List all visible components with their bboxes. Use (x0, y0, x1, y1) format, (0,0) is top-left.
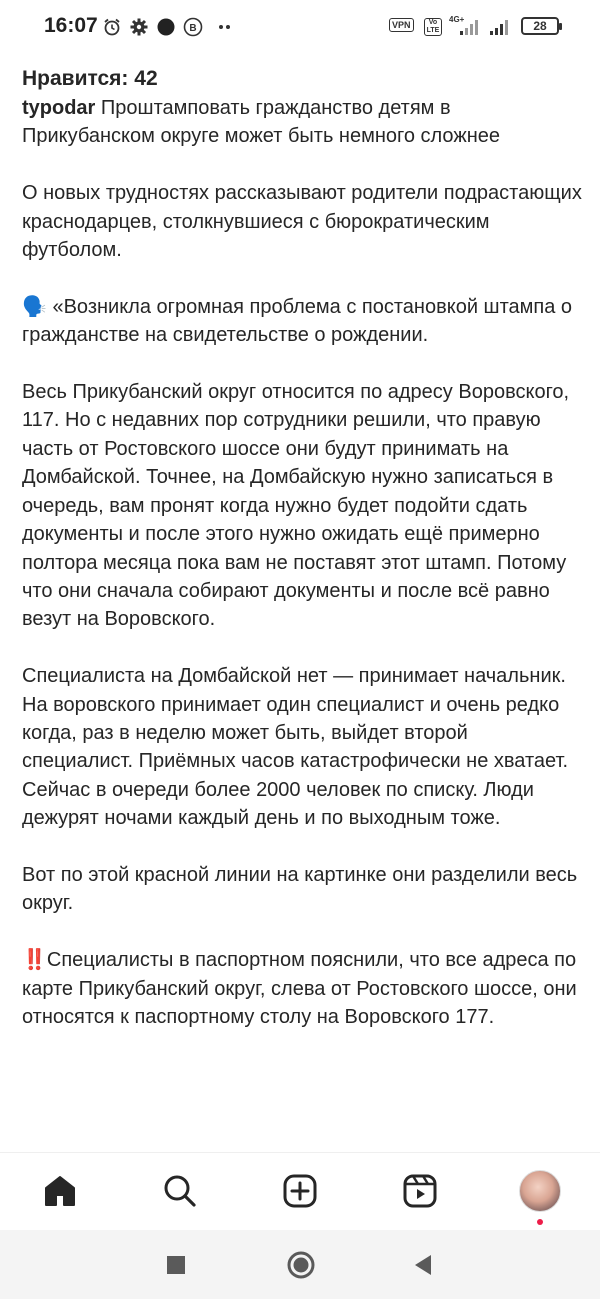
home-icon (42, 1173, 78, 1209)
likes-count[interactable]: Нравится: 42 (22, 67, 158, 90)
back-button[interactable] (412, 1250, 434, 1280)
nav-create[interactable] (280, 1171, 320, 1211)
status-bar (0, 0, 600, 52)
gear-icon (129, 17, 149, 37)
profile-avatar[interactable] (519, 1170, 561, 1212)
profile-notification-dot (537, 1219, 543, 1225)
status-time: 16:07 (44, 14, 98, 37)
home-button[interactable] (286, 1250, 316, 1280)
post-caption (22, 94, 582, 1031)
network-type: 4G+ (449, 15, 465, 24)
nav-reels[interactable] (400, 1171, 440, 1211)
battery-indicator: 28 (521, 17, 559, 35)
svg-text:B: B (189, 23, 197, 34)
reels-icon (402, 1173, 438, 1209)
nav-home[interactable] (40, 1171, 80, 1211)
caption-text: Проштамповать гражданство детям в Прикубанском округе может быть немного сложнее О новых трудностях рассказывают родители подрастающих краснодарцев, столкнувшиеся с бюрократическим футболом. 🗣️ «Возникла огромная проблема с постановкой штампа о гражданстве на свидетельстве о рождении. Весь Прикубанский округ относится по адресу Воровского, 117. Но с недавних пор сотрудники решили, что правую часть от Ростовского шоссе они будут принимать на Домбайской. Точнее, на Домбайскую нужно записаться в очередь, вам пронят когда нужно будет подойти сдать документы и после этого нужно ожидать ещё примерно полтора месяца пока вам не поставят этот штамп. Потому что они сначала собирают документы и после всё равно везут на Воровского. Специалиста на Домбайской нет — принимает начальник. На воровского принимает один специалист и очень редко когда, раз в неделю может быть, выйдет второй специалист. Приёмных часов катастрофически не хватает. Сейчас в очереди более 2000 человек по списку. Люди дежурят ночами каждый день и по выходным тоже. Вот по этой красной линии на картинке они разделили весь округ. ‼️Специалисты в паспортном пояснили, что все адреса по карте Прикубанский округ, слева от Ростовского шоссе, они относятся к паспортному столу на Воровского 177. (22, 97, 582, 1028)
alarm-icon (102, 17, 122, 37)
bottom-nav (0, 1152, 600, 1230)
vpn-badge: VPN (389, 18, 414, 32)
volte-badge: Vo LTE (424, 18, 442, 36)
signal-icon-2 (488, 17, 512, 37)
search-icon (162, 1173, 198, 1209)
recents-button[interactable] (166, 1250, 186, 1280)
post-content (22, 62, 582, 1152)
more-notifications-icon (215, 17, 235, 37)
system-nav-bar (0, 1230, 600, 1299)
post-username[interactable]: typodar (22, 97, 96, 119)
create-icon (282, 1173, 318, 1209)
notification-dot-icon (156, 17, 176, 37)
nav-search[interactable] (160, 1171, 200, 1211)
b-icon (183, 17, 203, 37)
signal-icon (458, 17, 482, 37)
